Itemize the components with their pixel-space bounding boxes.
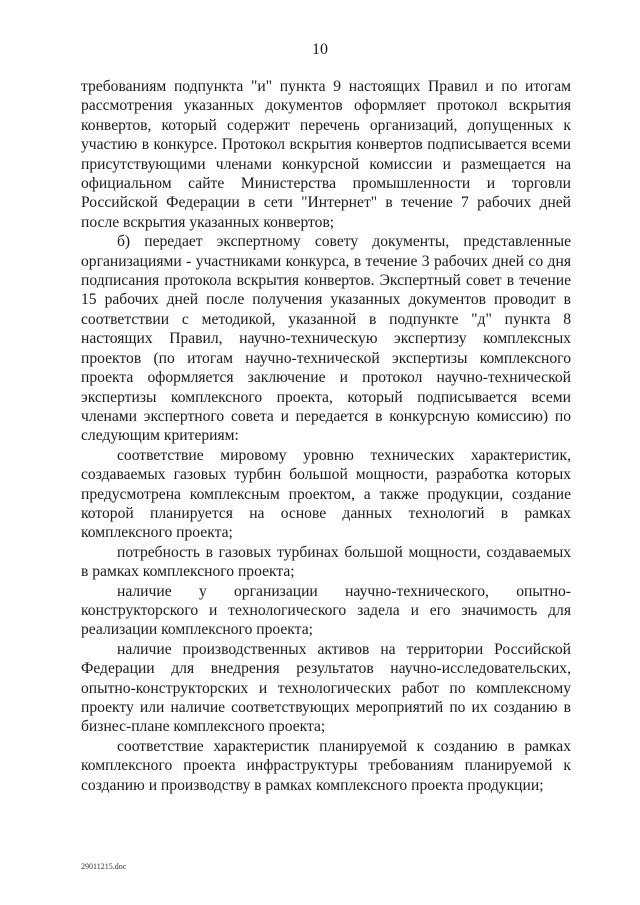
footer-filename: 29011215.doc: [81, 862, 127, 871]
document-body: [81, 77, 571, 795]
paragraph-7: соответствие характеристик планируемой к созданию в рамках комплексного проекта инфраструктуры требованиям планируемой к созданию и производству в рамках комплексного проекта продукции;: [81, 737, 571, 794]
page-number: 10: [312, 41, 328, 58]
paragraph-6: наличие производственных активов на территории Российской Федерации для внедрения результатов научно-исследовательских, опытно-конструкторских и технологических работ по комплексному проекту или наличие соответствующих мероприятий по их созданию в бизнес-плане комплексного проекта;: [81, 640, 571, 736]
paragraph-5: наличие у организации научно-технического, опытно-конструкторского и технологического задела и его значимость для реализации комплексного проекта;: [81, 582, 571, 639]
paragraph-3: соответствие мировому уровню технических характеристик, создаваемых газовых турбин большой мощности, разработка которых предусмотрена комплексным проектом, а также продукции, создание которой планируется на основе данных технологий в рамках комплексного проекта;: [81, 446, 571, 542]
paragraph-4: потребность в газовых турбинах большой мощности, создаваемых в рамках комплексного проекта;: [81, 543, 571, 581]
paragraph-1: требованиям подпункта "и" пункта 9 настоящих Правил и по итогам рассмотрения указанных документов оформляет протокол вскрытия конвертов, который содержит перечень организаций, допущенных к участию в конкурсе. Протокол вскрытия конвертов подписывается всеми присутствующими членами конкурсной комиссии и размещается на официальном сайте Министерства промышленности и торговли Российской Федерации в сети "Интернет" в течение 7 рабочих дней после вскрытия указанных конвертов;: [81, 78, 571, 231]
paragraph-2: б) передает экспертному совету документы, представленные организациями - участниками конкурса, в течение 3 рабочих дней со дня подписания протокола вскрытия конвертов. Экспертный совет в течение 15 рабочих дней после получения указанных документов проводит в соответствии с методикой, указанной в подпункте "д" пункта 8 настоящих Правил, научно-техническую экспертизу комплексных проектов (по итогам научно-технической экспертизы комплексного проекта оформляется заключение и протокол научно-технической экспертизы комплексного проекта, который подписывается всеми членами экспертного совета и передается в конкурсную комиссию) по следующим критериям:: [81, 233, 571, 445]
